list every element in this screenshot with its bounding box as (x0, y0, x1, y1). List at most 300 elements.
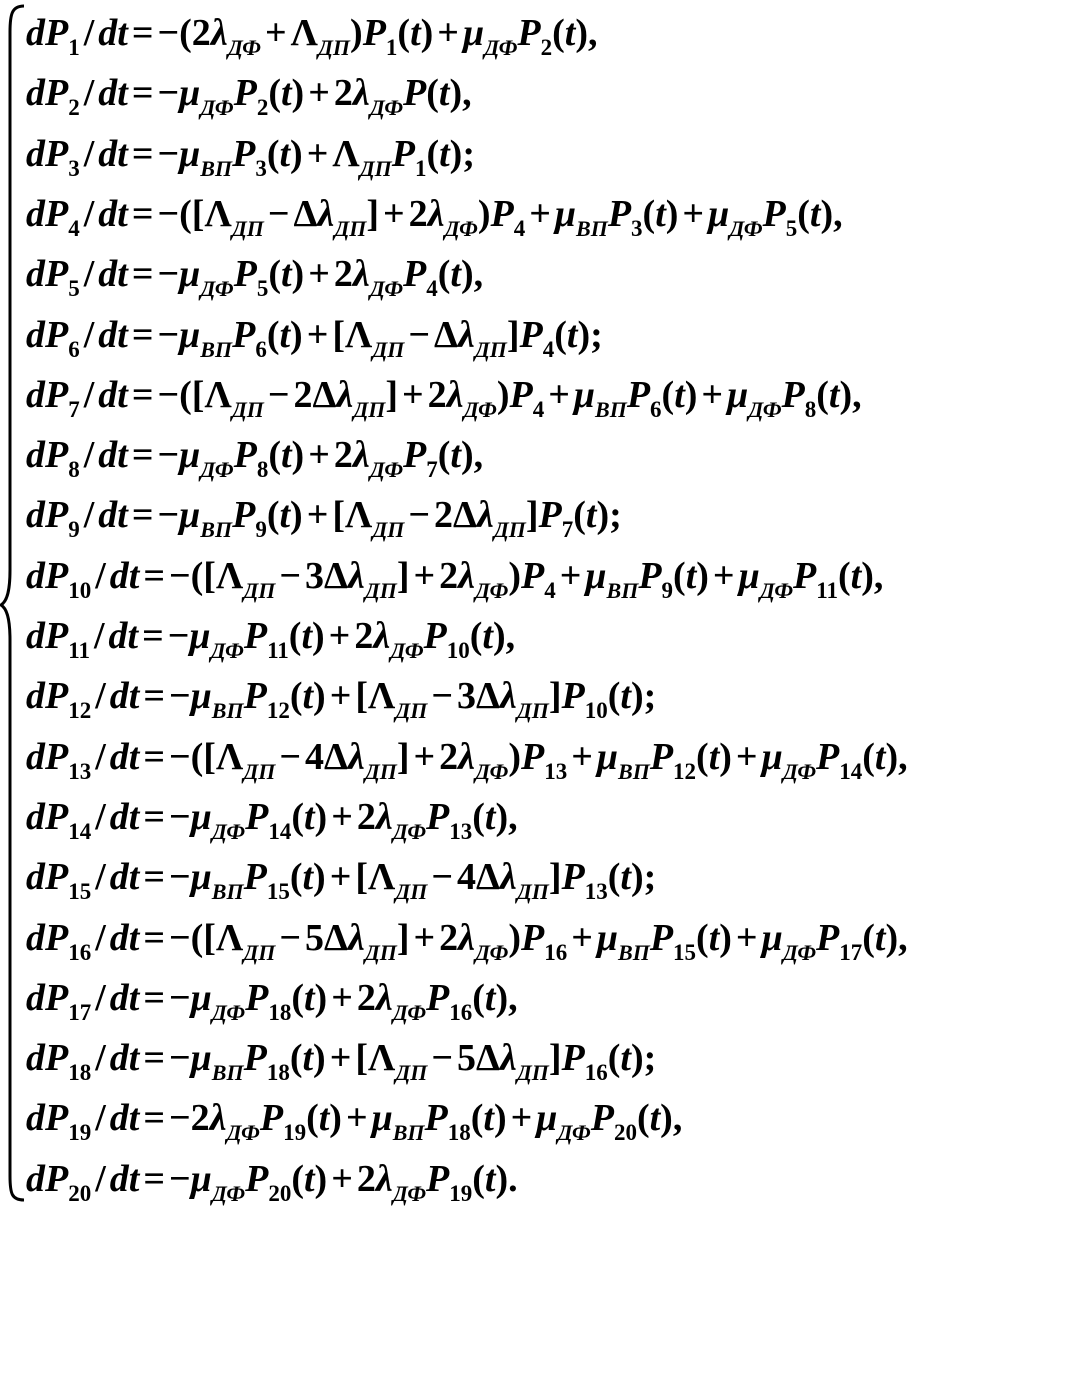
equation-token: ( (266, 313, 280, 356)
equation-token: ) (291, 434, 305, 477)
equation-line (26, 124, 475, 184)
equation-token: dP (26, 373, 69, 416)
equation-token: ВП (618, 758, 650, 784)
equation-token: ] (396, 735, 410, 778)
equation-token: = (131, 72, 154, 115)
equation-line (26, 485, 622, 545)
equation-token: ). (495, 1157, 518, 1200)
equation-token: + (306, 132, 329, 175)
equation-token: ДФ (211, 999, 246, 1025)
equation-line (26, 606, 515, 666)
equation-token: μ (179, 434, 201, 477)
equation-token: μ (585, 554, 607, 597)
equation-token: dt (109, 856, 140, 899)
equation-token: t (708, 916, 720, 959)
equation-token: t (318, 1097, 330, 1140)
equation-token: ДФ (210, 638, 244, 663)
equation-token: ДФ (782, 939, 817, 965)
equation-token: −([Λ (169, 916, 244, 959)
equation-token: + (331, 976, 353, 1019)
equation-token: dt (98, 373, 128, 416)
equation-token: ДФ (392, 1180, 427, 1206)
equation-token: dP (26, 615, 69, 657)
equation-token: 6 (650, 396, 662, 422)
equation-token: −(2 (157, 12, 211, 54)
equation-token: = (143, 1157, 165, 1200)
equation-token: + (345, 1097, 368, 1140)
equation-token: / (93, 615, 105, 657)
equation-token: P (490, 192, 514, 235)
equation-token: / (95, 916, 106, 959)
equation-token: t (685, 554, 697, 597)
equation-token: ДФ (748, 396, 782, 422)
equation-token: ), (495, 795, 518, 838)
equation-token: ( (268, 434, 281, 477)
equation-token: 18 (447, 1120, 471, 1146)
equation-token: ДП (359, 155, 392, 181)
equation-token: ДФ (475, 758, 509, 784)
equation-token: ДП (516, 879, 549, 905)
equation-token: 9 (68, 517, 80, 543)
equation-token: μ (179, 132, 201, 175)
equation-line (26, 425, 483, 485)
equation-token: t (809, 192, 821, 235)
equation-token: P (649, 916, 674, 959)
equation-token: ( (437, 434, 451, 477)
equation-token: ДФ (782, 758, 817, 784)
equation-token: − (167, 615, 190, 657)
equation-token: ВП (200, 155, 233, 181)
equation-token: ) (290, 132, 303, 175)
equation-token: ) (684, 373, 698, 416)
equation-token: P (762, 192, 786, 235)
equation-token: ( (661, 373, 675, 416)
equation-token: ДФ (369, 457, 404, 483)
equation-token: ДФ (211, 818, 246, 844)
equation-token: P (426, 1157, 450, 1200)
equation-token: ) (291, 253, 305, 296)
equation-token: / (95, 795, 106, 838)
equation-token: + (308, 253, 330, 296)
equation-token: P (232, 313, 256, 356)
equation-token: dP (26, 856, 69, 899)
equation-line (26, 63, 472, 123)
equation-token: ДФ (227, 35, 261, 60)
equation-token: 4 (426, 276, 438, 302)
equation-token: ( (797, 192, 810, 235)
equation-token: + (559, 554, 582, 597)
equation-token: ДП (364, 577, 397, 603)
equation-token: − (157, 434, 180, 477)
equation-token: / (83, 494, 95, 537)
equation-token: dP (26, 554, 69, 597)
equation-token: − (408, 313, 431, 356)
equation-token: −2 (169, 1097, 210, 1140)
equation-token: [Λ (355, 675, 396, 718)
equation-token: / (83, 373, 95, 416)
equation-token: + (437, 12, 459, 54)
equation-token: dP (26, 434, 69, 477)
equation-token: ) (508, 554, 521, 597)
equation-token: − (157, 313, 180, 356)
equation-line (26, 1088, 682, 1148)
equation-token: 19 (283, 1120, 307, 1146)
equation-token: 2 (354, 615, 374, 657)
equation-token: 2 (408, 192, 428, 235)
equation-token: / (95, 675, 106, 718)
equation-token: ДП (243, 939, 276, 965)
equation-token: = (131, 132, 154, 175)
equation-token: ) (314, 1157, 328, 1200)
equation-token: = (143, 795, 165, 838)
equation-token: t (439, 132, 450, 175)
equation-token: t (585, 494, 597, 537)
equation-token: 2 (333, 253, 353, 296)
equation-token: ДФ (200, 457, 234, 483)
equation-token: μ (190, 1037, 212, 1080)
equation-token: + (265, 12, 287, 54)
equation-token: ); (630, 675, 657, 718)
equation-token: 5Δ (457, 1037, 500, 1080)
equation-token: dP (26, 192, 69, 235)
equation-token: 3 (255, 155, 267, 181)
equation-token: 14 (68, 818, 92, 844)
equation-line (26, 727, 908, 787)
equation-token: μ (462, 12, 485, 54)
equation-token: dP (26, 675, 69, 718)
equation-token: ( (289, 856, 303, 899)
equation-token: 8 (256, 457, 269, 483)
equation-token: ДП (493, 517, 526, 543)
equation-token: dt (109, 795, 140, 838)
equation-token: ( (291, 795, 304, 838)
equation-token: / (95, 1157, 106, 1200)
equation-token: 3Δ (305, 554, 348, 597)
equation-token: ДП (364, 758, 397, 784)
equation-line (26, 305, 603, 365)
equation-token: P (259, 1097, 284, 1140)
equation-token: μ (761, 916, 783, 959)
equation-token: = (143, 856, 165, 899)
equation-token: dt (98, 132, 128, 175)
equation-token: λ (375, 795, 393, 838)
equation-token: 7 (426, 457, 438, 483)
equation-token: dP (26, 1037, 69, 1080)
equation-token: λ (375, 1157, 393, 1200)
equation-token: μ (179, 313, 201, 356)
equation-token: 18 (68, 1060, 92, 1086)
equation-token: ДП (231, 215, 264, 241)
equation-token: / (95, 976, 106, 1019)
equation-token: λ (347, 735, 365, 778)
equation-token: = (143, 1097, 165, 1140)
equation-token: μ (761, 735, 783, 778)
equation-token: t (301, 615, 313, 657)
equation-token: P (403, 253, 427, 296)
equation-token: + (402, 373, 424, 416)
equation-token: ); (449, 132, 475, 175)
equation-line (26, 184, 843, 244)
equation-token: ( (816, 373, 829, 416)
equation-token: 18 (266, 1060, 290, 1086)
equation-token: t (850, 554, 862, 597)
equation-token: dP (26, 12, 69, 54)
equation-token: − (169, 675, 191, 718)
equation-token: t (874, 916, 886, 959)
equation-token: ( (552, 12, 565, 54)
equation-token: ] (396, 554, 410, 597)
equation-token: P (232, 132, 256, 175)
equation-token: ( (437, 253, 451, 296)
equation-line (26, 787, 518, 847)
equation-token: μ (596, 916, 619, 959)
equation-token: ВП (200, 517, 233, 543)
equation-token: ДФ (392, 818, 427, 844)
equation-token: 10 (584, 698, 608, 724)
equation-token: ДП (231, 396, 264, 422)
equation-token: / (95, 735, 106, 778)
equation-token: = (143, 916, 165, 959)
equation-token: 9 (255, 517, 267, 543)
equation-token: 20 (613, 1120, 637, 1146)
equation-token: dt (98, 253, 128, 296)
equation-token: ); (577, 313, 603, 356)
equation-token: ДП (243, 758, 276, 784)
equation-token: ДФ (463, 396, 497, 422)
equation-token: ВП (576, 215, 608, 241)
equation-token: t (303, 976, 315, 1019)
equation-token: t (564, 12, 576, 54)
equation-token: ДФ (226, 1120, 260, 1146)
equation-token: 3Δ (457, 675, 500, 718)
equation-line (26, 847, 656, 907)
equation-token: − (157, 132, 180, 175)
equation-token: μ (190, 856, 212, 899)
equation-token: ) (508, 916, 521, 959)
equation-token: 15 (68, 879, 92, 905)
equation-token: P (426, 795, 450, 838)
equation-token: t (484, 1157, 496, 1200)
equation-token: ] (396, 916, 410, 959)
equation-token: 5 (68, 276, 80, 302)
equation-token: 20 (268, 1180, 292, 1206)
equation-token: 4Δ (305, 735, 348, 778)
equation-token: ) (493, 1097, 507, 1140)
equation-token: ВП (211, 1060, 244, 1086)
equation-token: 12 (68, 698, 92, 724)
equation-token: ) (291, 72, 305, 115)
equation-token: − (431, 856, 454, 899)
equation-token: 16 (544, 939, 568, 965)
equation-token: 11 (267, 638, 289, 663)
equation-line (26, 365, 862, 425)
equation-token: ) (496, 373, 510, 416)
equation-token: μ (190, 1157, 212, 1200)
equation-token: μ (554, 192, 577, 235)
equation-token: ДФ (390, 638, 424, 663)
equation-token: ) (696, 554, 709, 597)
equation-token: 2 (256, 95, 269, 121)
equation-token: + (331, 1157, 353, 1200)
equation-token: 12 (266, 698, 290, 724)
equation-token: ( (289, 675, 303, 718)
equation-token: −([Λ (169, 735, 244, 778)
equation-token: 2Δ (293, 373, 337, 416)
equation-token: t (450, 253, 461, 296)
equation-token: P (424, 1097, 448, 1140)
equation-token: P (521, 735, 545, 778)
equation-token: = (131, 192, 154, 235)
equation-token: t (620, 675, 631, 718)
equation-token: λ (352, 434, 370, 477)
equation-token: ДФ (392, 999, 427, 1025)
equation-token: = (131, 373, 154, 416)
equation-token: 10 (68, 577, 92, 603)
equation-token: t (828, 373, 840, 416)
equation-token: ( (266, 132, 280, 175)
equation-token: dP (26, 1157, 69, 1200)
equation-token: Δ (434, 313, 458, 356)
equation-token: P (561, 1037, 585, 1080)
equation-token: P (816, 735, 840, 778)
equation-token: λ (476, 494, 494, 537)
equation-token: 9 (661, 577, 674, 603)
equation-token: μ (727, 373, 749, 416)
equation-token: P (245, 1157, 269, 1200)
equation-token: ДП (395, 879, 428, 905)
equation-token: 4 (68, 215, 80, 241)
equation-token: t (303, 795, 315, 838)
equation-token: dt (109, 735, 140, 778)
equation-token: ( (426, 132, 440, 175)
equation-token: ДФ (759, 577, 794, 603)
equation-token: P (816, 916, 840, 959)
equation-line (26, 908, 908, 968)
equation-token: t (302, 675, 314, 718)
equation-token: 19 (68, 1120, 92, 1146)
equation-token: ( (291, 1157, 304, 1200)
equation-token: + (329, 856, 352, 899)
equation-token: / (83, 313, 95, 356)
equation-token: 2Δ (434, 494, 477, 537)
equation-token: ), (885, 916, 908, 959)
equation-token: ВП (211, 879, 244, 905)
equation-token: − (169, 795, 191, 838)
equation-token: μ (179, 494, 201, 537)
equation-token: ) (313, 675, 326, 718)
equation-token: / (83, 72, 95, 115)
equation-token: ДП (317, 35, 351, 60)
equation-token: ( (291, 976, 304, 1019)
equation-token: − (279, 554, 301, 597)
equation-token: 4 (532, 396, 545, 422)
equation-token: t (279, 494, 291, 537)
equation-token: λ (373, 615, 391, 657)
equation-token: = (131, 313, 154, 356)
equation-token: dt (98, 12, 128, 54)
equation-token: ), (575, 12, 598, 54)
equation-token: + (308, 434, 330, 477)
equation-token: 2 (439, 916, 459, 959)
equation-token: 6 (68, 336, 80, 362)
equation-token: ( (642, 192, 656, 235)
equation-token: ( (837, 554, 851, 597)
equation-token: λ (446, 373, 464, 416)
equation-token: 2 (439, 735, 459, 778)
equation-token: 2 (540, 35, 553, 60)
equation-token: = (143, 735, 165, 778)
equation-token: t (280, 72, 292, 115)
equation-token: / (83, 132, 95, 175)
equation-token: t (279, 132, 291, 175)
equation-token: t (303, 1157, 315, 1200)
equation-token: t (874, 735, 886, 778)
equation-token: dt (98, 494, 128, 537)
equation-token: 15 (266, 879, 290, 905)
equation-token: ( (554, 313, 567, 356)
equation-token: dt (109, 1157, 140, 1200)
equation-token: ( (289, 1037, 303, 1080)
equation-token: ), (460, 253, 484, 296)
equation-token: dt (98, 192, 128, 235)
equation-token: + (331, 795, 353, 838)
equation-token: − (431, 675, 454, 718)
equation-token: ( (306, 1097, 319, 1140)
equation-token: dt (98, 434, 128, 477)
equation-token: ) (312, 615, 325, 657)
equation-token: − (408, 494, 431, 537)
equation-token: ), (660, 1097, 683, 1140)
equation-token: 18 (268, 999, 292, 1025)
equation-token: dP (26, 313, 69, 356)
equation-token: − (157, 72, 180, 115)
equation-token: ), (885, 735, 908, 778)
equation-token: t (484, 795, 496, 838)
equation-token: dP (26, 253, 69, 296)
equation-token: = (143, 675, 165, 718)
equation-line (26, 1149, 518, 1209)
equation-token: μ (708, 192, 730, 235)
equation-token: λ (347, 916, 365, 959)
equation-token: −([Λ (157, 192, 232, 235)
equation-token: t (302, 856, 314, 899)
equation-token: ( (862, 735, 875, 778)
equation-token: P (519, 313, 543, 356)
equation-token: ), (861, 554, 884, 597)
equation-token: 8 (804, 396, 817, 422)
equation-token: μ (573, 373, 596, 416)
equation-token: ДФ (475, 939, 509, 965)
equation-token: dt (98, 72, 128, 115)
equation-token: ДП (364, 939, 397, 965)
equation-token: − (169, 976, 191, 1019)
equation-token: μ (190, 675, 212, 718)
equation-token: / (95, 856, 106, 899)
equation-token: μ (179, 253, 201, 296)
equation-token: ДФ (557, 1120, 591, 1146)
equation-token: ] (525, 494, 539, 537)
equation-token: t (482, 615, 493, 657)
equation-token: t (620, 856, 631, 899)
equation-token: μ (190, 976, 212, 1019)
equation-token: ] (506, 313, 520, 356)
equation-token: P (403, 434, 427, 477)
equation-line (26, 244, 483, 304)
equation-token: [Λ (355, 856, 396, 899)
equation-token: [Λ (355, 1037, 396, 1080)
equation-token: t (438, 72, 450, 115)
equation-token: P (233, 72, 257, 115)
